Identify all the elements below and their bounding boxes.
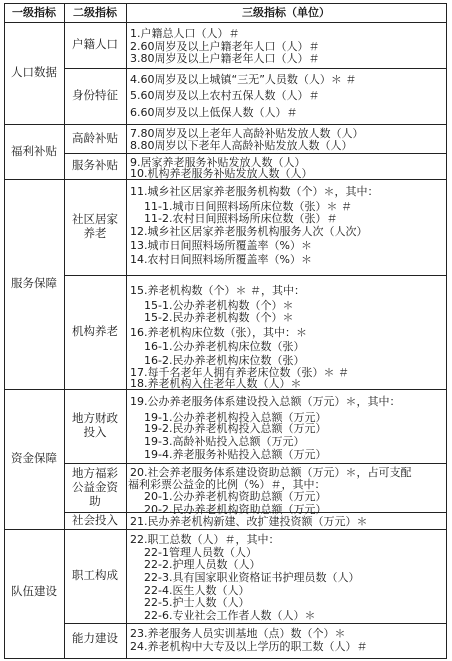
header-col3: 三级指标（单位） <box>242 6 330 19</box>
level3-indicator: 22.职工总数（人）＃，其中： <box>130 533 280 546</box>
level3-indicator: 5.60周岁及以上农村五保人数（人）＃ <box>130 89 320 102</box>
level3-indicator: 24.养老机构中大专及以上学历的职工数（人）＃ <box>130 640 368 653</box>
level3-indicator: 19-3.高龄补贴投入总额（万元） <box>144 435 305 448</box>
level3-indicator: 23.养老服务人员实训基地（点）数（个）＊ <box>130 627 346 640</box>
level2-label: 地方财政 <box>72 411 118 425</box>
table-border-left <box>4 3 5 659</box>
level3-indicator: 20-2.民办养老机构资助总额（万元） <box>144 503 327 516</box>
level3-indicator: 19.公办养老服务体系建设投入总额（万元）＊，其中： <box>130 395 401 408</box>
header-col1: 一级指标 <box>12 6 56 19</box>
level2-label: 投入 <box>83 425 107 439</box>
level2-label: 社会投入 <box>72 512 118 527</box>
level3-indicator: 15.养老机构数（个）＊ ＃，其中： <box>130 284 305 297</box>
table-border-right <box>446 3 447 659</box>
level2-label: 服务补贴 <box>72 158 118 172</box>
group-divider <box>4 124 446 125</box>
level3-indicator: 10.机构养老服务补贴发放人数（人） <box>130 167 313 180</box>
level3-indicator: 16.养老机构床位数（张），其中：＊ <box>130 326 307 339</box>
level3-indicator: 11-2.农村日间照料场所床位数（张）＃ <box>144 212 338 225</box>
level3-indicator: 22-3.具有国家职业资格证书护理员数（人） <box>144 571 360 584</box>
level3-indicator: 22-4.医生人数（人） <box>144 584 250 597</box>
level3-indicator: 9.居家养老服务补贴发放人数（人） <box>130 156 306 169</box>
column-divider-2 <box>126 3 127 659</box>
level3-indicator: 14.农村日间照料场所覆盖率（%）＊ <box>130 253 312 266</box>
table-border-bottom <box>4 658 446 659</box>
level1-label: 服务保障 <box>11 276 57 290</box>
level3-indicator: 6.60周岁及以上低保人数（人）＃ <box>130 106 298 119</box>
level1-label: 人口数据 <box>11 65 57 79</box>
table-border-top <box>4 3 446 4</box>
level3-indicator: 15-1.公办养老机构数（个）＊ <box>144 299 294 312</box>
level3-indicator: 21.民办养老机构新建、改扩建投资额（万元）＊ <box>130 515 368 528</box>
level3-indicator: 11-1.城市日间照料场所床位数（张）＊ ＃ <box>144 200 352 213</box>
level2-label: 能力建设 <box>72 631 118 645</box>
level1-label: 资金保障 <box>11 451 57 465</box>
subgroup-divider <box>64 153 446 154</box>
level3-indicator: 18.养老机构入住老年人数（人）＊ <box>130 377 302 390</box>
level2-label: 户籍人口 <box>72 37 118 51</box>
level3-indicator: 19-1.公办养老机构投入总额（万元） <box>144 411 327 424</box>
level2-label: 机构养老 <box>72 324 118 338</box>
level3-indicator: 22-5.护士人数（人） <box>144 596 250 609</box>
subgroup-divider <box>64 623 446 624</box>
level3-indicator: 16-2.民办养老机构床位数（张） <box>144 354 305 367</box>
level1-label: 队伍建设 <box>11 584 57 598</box>
subgroup-divider <box>64 275 446 276</box>
level3-indicator: 22-1管理人员数（人） <box>144 546 257 559</box>
level3-indicator: 1.户籍总人口（人）＃ <box>130 27 240 40</box>
level3-indicator: 4.60周岁及以上城镇“三无”人员数（人）＊ ＃ <box>130 73 357 86</box>
level2-label: 身份特征 <box>72 88 118 102</box>
level3-indicator: 12.城乡社区居家养老服务机构服务人次（人次） <box>130 225 368 238</box>
level2-label: 地方福彩 <box>72 465 118 480</box>
level3-indicator: 8.80周岁以下老年人高龄补贴发放人数（人） <box>130 139 353 152</box>
level2-label: 公益金资 <box>72 479 118 494</box>
subgroup-divider <box>64 463 446 464</box>
level3-indicator: 20.社会养老服务体系建设资助总额（万元）＊，占可支配 <box>130 466 412 479</box>
level3-indicator: 20-1.公办养老机构资助总额（万元） <box>144 490 327 503</box>
level3-indicator: 22-6.专业社会工作者人数（人）＊ <box>144 609 316 622</box>
subgroup-divider <box>64 68 446 69</box>
level3-indicator: 19-4.养老服务补贴投入总额（万元） <box>144 448 327 461</box>
level3-indicator: 2.60周岁及以上户籍老年人口（人）＃ <box>130 40 320 53</box>
header-divider <box>4 22 446 23</box>
level3-indicator: 7.80周岁及以上老年人高龄补贴发放人数（人） <box>130 127 364 140</box>
level3-indicator: 17.每千名老年人拥有养老床位数（张）＊ ＃ <box>130 366 349 379</box>
level2-label: 助 <box>89 493 101 508</box>
level3-indicator: 13.城市日间照料场所覆盖率（%）＊ <box>130 239 312 252</box>
level3-indicator: 11.城乡社区居家养老服务机构数（个）＊，其中： <box>130 185 379 198</box>
level3-indicator: 16-1.公办养老机构床位数（张） <box>144 340 305 353</box>
level2-label: 职工构成 <box>72 568 118 582</box>
level3-indicator: 福利彩票公益金的比例（%）＃，其中： <box>128 478 326 491</box>
level3-indicator: 22-2.护理人员数（人） <box>144 558 261 571</box>
header-col2: 二级指标 <box>73 6 117 19</box>
level3-indicator: 3.80周岁及以上户籍老年人口（人）＃ <box>130 52 320 65</box>
level3-indicator: 15-2.民办养老机构数（个）＊ <box>144 311 294 324</box>
group-divider <box>4 529 446 530</box>
level1-label: 福利补贴 <box>11 143 57 158</box>
level3-indicator: 19-2.民办养老机构投入总额（万元） <box>144 422 327 435</box>
level2-label: 养老 <box>83 226 107 240</box>
level2-label: 高龄补贴 <box>72 130 118 145</box>
level2-label: 社区居家 <box>72 212 118 226</box>
